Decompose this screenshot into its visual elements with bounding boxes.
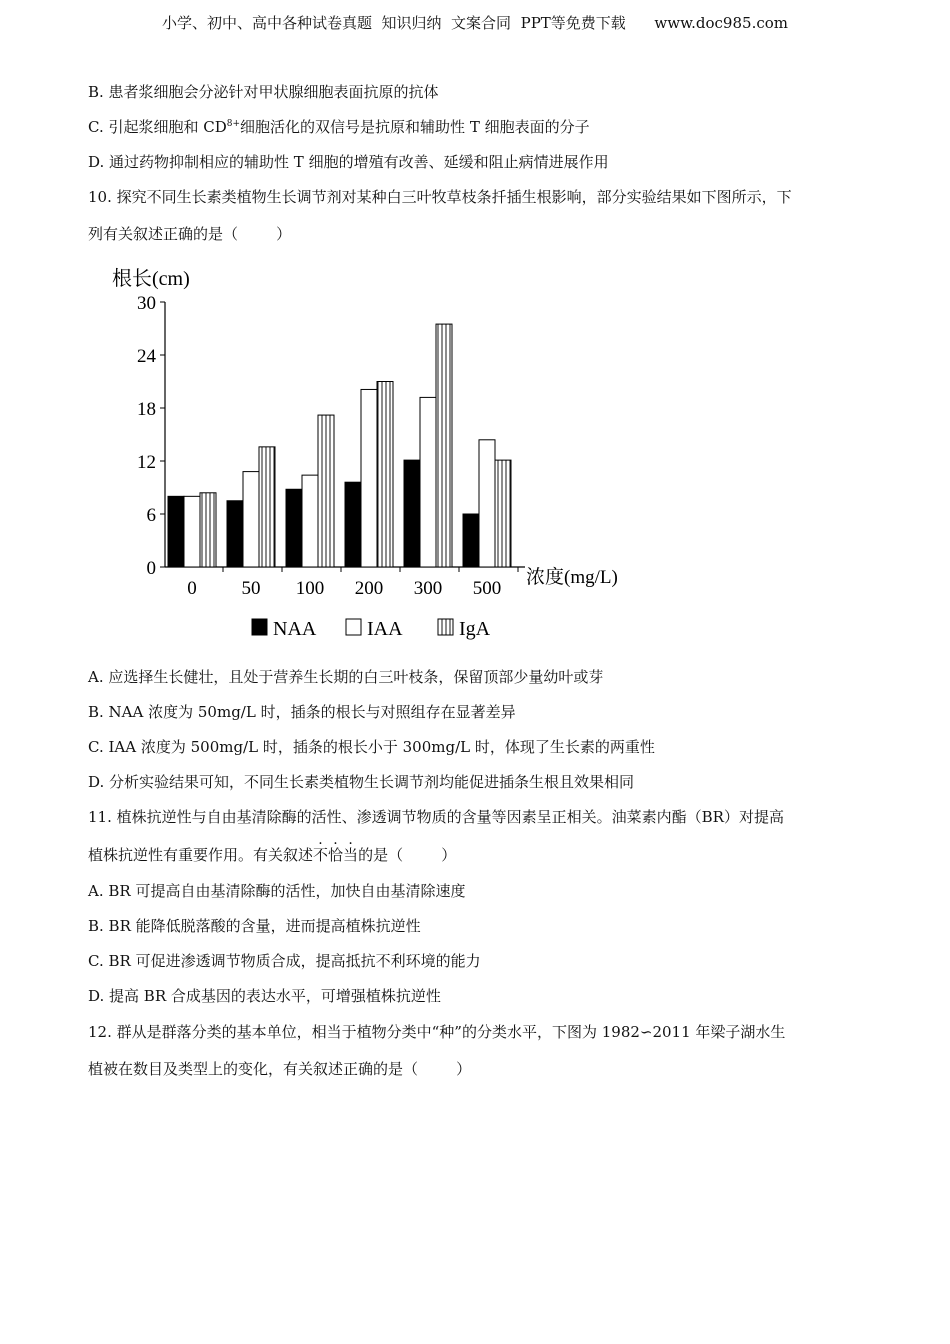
q10-option-b: B. NAA 浓度为 50mg/L 时，插条的根长与对照组存在显著差异	[88, 703, 516, 721]
q12-stem-line1: 12. 群从是群落分类的基本单位，相当于植物分类中“种”的分类水平，下图为 1982∽2011 年梁子湖水生	[88, 1023, 786, 1041]
root-length-bar-chart	[100, 262, 660, 647]
y-tick-label: 24	[137, 346, 156, 367]
iaa-bar	[361, 389, 377, 567]
q11-stem-line1: 11. 植株抗逆性与自由基清除酶的活性、渗透调节物质的含量等因素呈正相关。油菜素内酯（BR）对提高	[88, 808, 784, 826]
q10-option-c: C. IAA 浓度为 500mg/L 时，插条的根长小于 300mg/L 时，体现了生长素的两重性	[88, 738, 655, 756]
y-tick-label: 12	[137, 452, 156, 473]
q12-stem-line2: 植被在数目及类型上的变化，有关叙述正确的是（ ）	[88, 1060, 472, 1078]
x-tick-label: 200	[354, 578, 384, 599]
legend-label: IAA	[367, 618, 403, 640]
iaa-bar	[184, 496, 200, 567]
q11-option-a: A. BR 可提高自由基清除酶的活性，加快自由基清除速度	[88, 882, 466, 900]
q11-stem-line2	[88, 845, 456, 865]
emphasis-char: 恰	[328, 846, 344, 864]
legend-label: NAA	[273, 618, 317, 640]
x-tick-label: 100	[295, 578, 325, 599]
y-tick-label: 30	[137, 293, 156, 314]
emphasis-char: 不	[313, 846, 329, 864]
iaa-bar	[479, 440, 495, 567]
x-axis-label: 浓度(mg/L)	[526, 567, 618, 588]
q9-option-d: D. 通过药物抑制相应的辅助性 T 细胞的增殖有改善、延缓和阻止病情进展作用	[88, 153, 609, 171]
iaa-bar	[420, 397, 436, 567]
x-tick-label: 300	[413, 578, 443, 599]
q10-option-a: A. 应选择生长健壮，且处于营养生长期的白三叶枝条，保留顶部少量幼叶或芽	[88, 668, 604, 686]
q9-option-b: B. 患者浆细胞会分泌针对甲状腺细胞表面抗原的抗体	[88, 83, 439, 101]
iga-legend-swatch	[438, 619, 453, 635]
iga-bar	[436, 324, 452, 567]
q9-option-c	[88, 117, 590, 137]
legend-label: IgA	[459, 618, 491, 640]
emphasis-char: 当	[343, 846, 359, 864]
iga-bar	[377, 382, 393, 568]
iaa-bar	[243, 472, 259, 567]
naa-bar	[463, 514, 479, 567]
q9-option-c-sup: 8+	[226, 119, 241, 129]
q10-stem-line2: 列有关叙述正确的是（ ）	[88, 225, 292, 243]
naa-bar	[227, 501, 243, 567]
iga-bar	[200, 493, 216, 567]
naa-bar	[286, 489, 302, 567]
naa-legend-swatch	[252, 619, 267, 635]
site-header: 小学、初中、高中各种试卷真题 知识归纳 文案合同 PPT等免费下载 www.doc985.com	[161, 14, 788, 32]
iga-bar	[259, 447, 275, 567]
y-tick-label: 6	[146, 505, 156, 526]
q11-option-b: B. BR 能降低脱落酸的含量，进而提高植株抗逆性	[88, 917, 421, 935]
x-tick-label: 500	[472, 578, 502, 599]
y-tick-label: 18	[137, 399, 156, 420]
iaa-legend-swatch	[346, 619, 361, 635]
naa-bar	[168, 496, 184, 567]
q11-stem-pre: 植株抗逆性有重要作用。有关叙述	[88, 846, 314, 864]
x-tick-label: 50	[241, 578, 261, 599]
q9-option-c-post: 细胞活化的双信号是抗原和辅助性 T 细胞表面的分子	[240, 118, 590, 136]
iga-bar	[318, 415, 334, 567]
q10-option-d: D. 分析实验结果可知，不同生长素类植物生长调节剂均能促进插条生根且效果相同	[88, 773, 635, 791]
iaa-bar	[302, 475, 318, 567]
q9-option-c-pre: C. 引起浆细胞和 CD	[88, 118, 227, 136]
q11-option-d: D. 提高 BR 合成基因的表达水平，可增强植株抗逆性	[88, 987, 441, 1005]
q10-stem-line1: 10. 探究不同生长素类植物生长调节剂对某种白三叶牧草枝条扦插生根影响，部分实验结果如下图所示，下	[88, 188, 792, 206]
naa-bar	[345, 482, 361, 567]
naa-bar	[404, 460, 420, 567]
q11-option-c: C. BR 可促进渗透调节物质合成，提高抵抗不利环境的能力	[88, 952, 481, 970]
iga-bar	[495, 460, 511, 567]
q11-stem-post: 的是（ ）	[358, 846, 457, 864]
y-axis-label: 根长(cm)	[112, 268, 190, 290]
x-tick-label: 0	[187, 578, 197, 599]
y-tick-label: 0	[146, 558, 156, 579]
